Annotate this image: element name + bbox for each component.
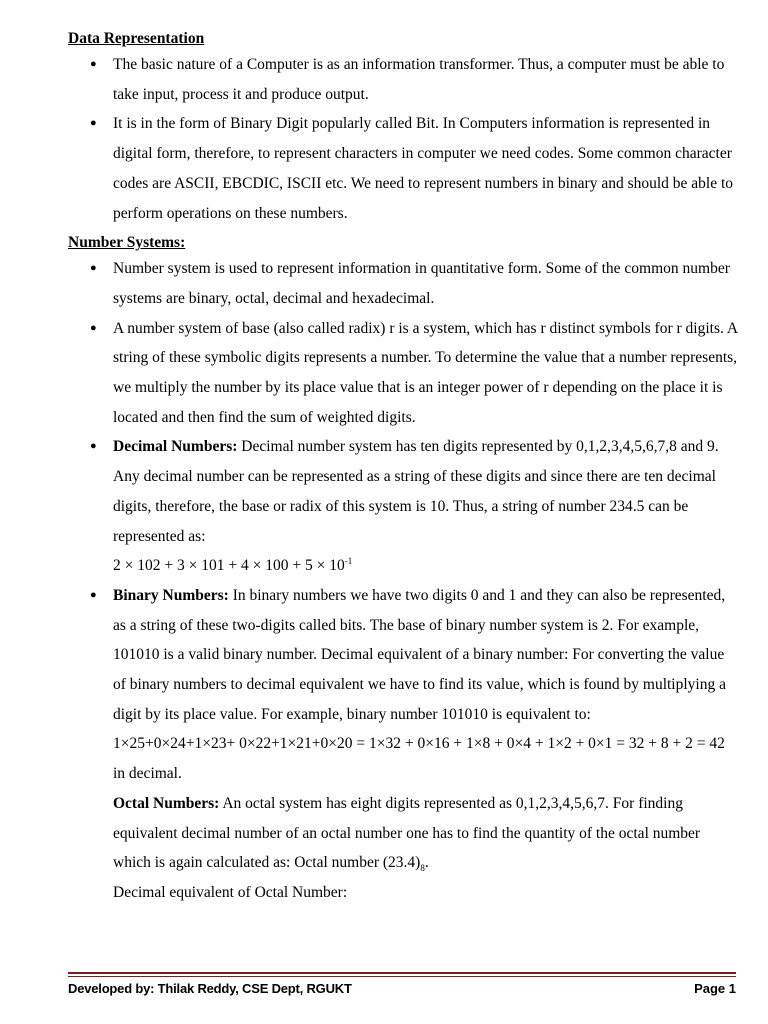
- octal-subscript: 8: [420, 863, 425, 874]
- paragraph-text: It is in the form of Binary Digit popularly called Bit. In Computers information is represented in digital form, therefore, to represent characters in computer we need codes. Some common character codes are ASCII, EBCDIC, ISCII etc. We need to represent numbers in binary and should be able to perform operations on these numbers.: [113, 115, 734, 222]
- bullet-icon: ●: [90, 117, 97, 130]
- list-item-binary: [68, 581, 738, 789]
- list-item-decimal: [68, 432, 738, 581]
- octal-label: Octal Numbers:: [113, 794, 220, 812]
- paragraph-text: The basic nature of a Computer is as an information transformer. Thus, a computer must be able to take input, process it and produce output.: [113, 56, 725, 103]
- footer-author: Developed by: Thilak Reddy, CSE Dept, RGUKT: [68, 981, 352, 996]
- list-item-octal: [68, 789, 738, 908]
- footer-rule-thin: [68, 976, 736, 977]
- document-body: [68, 28, 738, 908]
- decimal-formula-exponent: -1: [344, 556, 353, 567]
- decimal-label: Decimal Numbers:: [113, 438, 238, 456]
- bullet-icon: ●: [90, 440, 97, 453]
- list-item: [68, 50, 738, 109]
- list-item: [68, 109, 738, 228]
- octal-text: An octal system has eight digits represented as 0,1,2,3,4,5,6,7. For finding equivalent decimal number of an octal number one has to find the quantity of the octal number which is again calculated as: Octal number (23.4): [113, 794, 701, 872]
- list-item: [68, 314, 738, 433]
- footer-rule-thick: [68, 972, 736, 974]
- list-item: [68, 254, 738, 313]
- octal-decimal-equivalent: Decimal equivalent of Octal Number:: [113, 883, 348, 901]
- bullet-list-data-representation: [68, 50, 738, 228]
- paragraph-text: A number system of base (also called radix) r is a system, which has r distinct symbols for r digits. A string of these symbolic digits represents a number. To determine the value that a number represents, we multiply the number by its place value that is an integer power of r depending on the place it is located and then find the sum of weighted digits.: [113, 319, 738, 426]
- heading-data-representation: Data Representation: [68, 30, 205, 47]
- octal-end: .: [424, 854, 429, 872]
- bullet-icon: ●: [90, 588, 97, 601]
- binary-formula: 1×25+0×24+1×23+ 0×22+1×21+0×20 = 1×32 + 0×16 + 1×8 + 0×4 + 1×2 + 0×1 = 32 + 8 + 2 = 42 in decimal.: [113, 735, 725, 783]
- decimal-formula: 2 × 102 + 3 × 101 + 4 × 100 + 5 × 10: [113, 557, 345, 575]
- binary-text: In binary numbers we have two digits 0 and 1 and they can also be represented, as a string of these two-digits called bits. The base of binary number system is 2. For example, 101010 is a valid binary number. Decimal equivalent of a binary number: For converting the value of binary numbers to decimal equivalent we have to find its value, which is found by multiplying a digit by its place value. For example, binary number 101010 is equivalent to:: [113, 586, 726, 723]
- heading-number-systems: Number Systems:: [68, 234, 186, 252]
- footer-page-number: Page 1: [694, 981, 736, 996]
- bullet-list-number-systems: [68, 254, 738, 907]
- paragraph-text: Number system is used to represent information in quantitative form. Some of the common number systems are binary, octal, decimal and hexadecimal.: [113, 260, 730, 307]
- bullet-icon: ●: [90, 262, 97, 275]
- bullet-icon: ●: [90, 58, 97, 70]
- binary-label: Binary Numbers:: [113, 586, 229, 604]
- bullet-icon: ●: [90, 321, 97, 334]
- decimal-text: Decimal number system has ten digits represented by 0,1,2,3,4,5,6,7,8 and 9. Any decimal number can be represented as a string of these digits and since there are ten decimal digits, therefore, the base or radix of this system is 10. Thus, a string of number 234.5 can be represented as:: [113, 438, 719, 545]
